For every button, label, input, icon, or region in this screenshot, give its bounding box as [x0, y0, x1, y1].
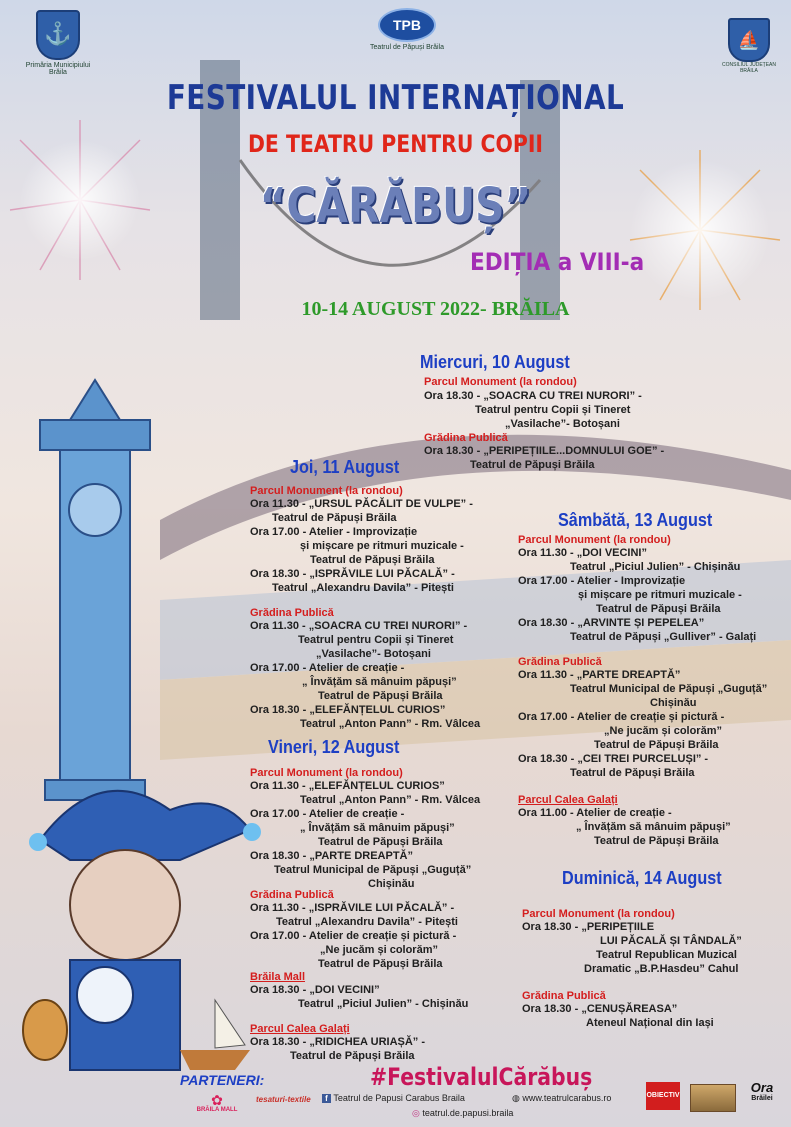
consiliul-logo [714, 18, 784, 74]
schedule-line: Ora 11.30 - „URSUL PĂCĂLIT DE VULPE” - [250, 498, 473, 510]
sponsor-label: BRĂILA MALL [196, 1107, 238, 1113]
schedule-line: Ora 18.30 - „RIDICHEA URIAȘĂ” - [250, 1036, 426, 1048]
venue-label: Grădina Publică [250, 607, 334, 619]
festival-name: “CĂRĂBUȘ” [259, 178, 532, 234]
schedule-line: Teatrul Municipal de Păpuși „Guguță” [274, 864, 472, 876]
sponsor-ora-brailei [744, 1080, 780, 1102]
website-link[interactable] [512, 1093, 611, 1104]
day-title: Miercuri, 10 August [420, 352, 570, 372]
schedule-line: Ora 17.00 - Atelier de creație și pictură - [518, 711, 725, 723]
sponsor-label: OBIECTIV [646, 1092, 680, 1099]
venue-label: Parcul Monument (la rondou) [250, 767, 403, 779]
sponsor-label-sub: Brăilei [751, 1095, 773, 1102]
sponsor-label: Ora [750, 1080, 774, 1095]
jester-character [23, 791, 261, 1070]
schedule-line: „ Învățăm să mânuim păpuși” [576, 821, 731, 833]
schedule-line: Teatrul de Păpuși „Gulliver” - Galați [570, 631, 757, 643]
primaria-logo [18, 10, 98, 76]
schedule-line: „ Învățăm să mânuim păpuși” [302, 676, 457, 688]
schedule-line: Ateneul Național din Iași [586, 1017, 714, 1029]
schedule-line: și mișcare pe ritmuri muzicale - [578, 589, 742, 601]
venue-label: Grădina Publică [518, 656, 602, 668]
day-block-wednesday [420, 352, 586, 373]
day-title-friday: Vineri, 12 August [268, 737, 400, 757]
schedule-line: Teatrul de Păpuși Brăila [290, 1050, 415, 1062]
schedule-line: Chișinău [368, 878, 415, 890]
schedule-line: Ora 11.30 - „SOACRA CU TREI NURORI” - [250, 620, 468, 632]
festival-subtitle: DE TEATRU PENTRU COPII [247, 130, 544, 158]
schedule-line: Ora 18.30 - „CENUȘĂREASA” [522, 1003, 678, 1015]
tpb-logo [352, 8, 462, 51]
schedule-line: Teatrul Republican Muzical [596, 949, 737, 961]
venue-label: Grădina Publică [250, 889, 334, 901]
coat-of-arms-icon: ⚓ [36, 10, 80, 60]
venue-label: Parcul Calea Galați [518, 794, 618, 806]
primaria-caption: Primăria Municipiului Brăila [25, 62, 91, 76]
schedule-line: Teatrul de Păpuși Brăila [318, 690, 443, 702]
festival-hashtag: #FestivalulCărăbuș [370, 1063, 593, 1091]
schedule-line: „ Învățăm să mânuim păpuși” [300, 822, 455, 834]
schedule-line: LUI PĂCALĂ ȘI TÂNDALĂ” [600, 935, 742, 947]
schedule-line: Teatrul pentru Copii și Tineret [298, 634, 454, 646]
schedule-line: „Ne jucăm și colorăm” [604, 725, 722, 737]
globe-icon: ◍ [512, 1093, 520, 1103]
schedule-line: Teatrul de Păpuși Brăila [594, 739, 719, 751]
day-title-thursday: Joi, 11 August [290, 457, 400, 477]
schedule-line: Teatrul de Păpuși Brăila [570, 767, 695, 779]
edition-label: EDIȚIA a VIII-a [470, 248, 645, 276]
schedule-line: Ora 11.30 - „PARTE DREAPTĂ” [518, 669, 681, 681]
schedule-line: Teatrul „Alexandru Davila” - Pitești [272, 582, 454, 594]
ship-crest-icon: ⛵ [728, 18, 770, 62]
clock-tower [40, 380, 150, 800]
schedule-line: Ora 18.30 - „ELEFĂNȚELUL CURIOS” [250, 704, 446, 716]
sponsor-tesaturi: tesaturi-textile [256, 1095, 311, 1104]
schedule-line: Ora 18.30 - „DOI VECINI” [250, 984, 380, 996]
schedule-line: Ora 18.30 - „PARTE DREAPTĂ” [250, 850, 414, 862]
schedule-line: Teatrul de Păpuși Brăila [594, 835, 719, 847]
partners-label: PARTENERI: [180, 1072, 265, 1088]
schedule-line: Ora 11.00 - Atelier de creație - [518, 807, 672, 819]
schedule-line: Ora 17.00 - Atelier - Improvizație [518, 575, 686, 587]
day-title-saturday: Sâmbătă, 13 August [558, 510, 713, 530]
festival-title: FESTIVALUL INTERNAȚIONAL [166, 78, 625, 118]
schedule-line: Chișinău [650, 697, 697, 709]
schedule-line: Teatrul de Păpuși Brăila [318, 836, 443, 848]
schedule-line: Teatrul „Anton Pann” - Rm. Vâlcea [300, 794, 481, 806]
schedule-line: Teatrul de Păpuși Brăila [318, 958, 443, 970]
schedule-line: Teatrul de Păpuși Brăila [596, 603, 721, 615]
schedule-line: Teatrul „Piciul Julien” - Chișinău [570, 561, 741, 573]
venue-label: Brăila Mall [250, 971, 306, 983]
schedule-line: Ora 11.30 - „ELEFĂNȚELUL CURIOS” [250, 780, 445, 792]
schedule-line: Teatrul Municipal de Păpuși „Guguță” [570, 683, 768, 695]
schedule-line: Ora 18.30 - „ARVINTE ȘI PEPELEA” [518, 617, 705, 629]
schedule-line: Teatrul „Anton Pann” - Rm. Vâlcea [300, 718, 481, 730]
schedule-line: Ora 18.30 - „CEI TREI PURCELUȘI” - [518, 753, 709, 765]
schedule-line: Ora 17.00 - Atelier de creație și pictură - [250, 930, 457, 942]
sponsor-obiectiv [646, 1082, 680, 1110]
facebook-icon: f [322, 1094, 331, 1103]
schedule-line: Dramatic „B.P.Hasdeu” Cahul [584, 963, 739, 975]
festival-dates: 10-14 AUGUST 2022- BRĂILA [301, 298, 570, 320]
instagram-text: teatrul.de.papusi.braila [422, 1108, 514, 1118]
schedule-line: Ora 11.30 - „ISPRĂVILE LUI PĂCALĂ” - [250, 902, 455, 914]
schedule-line: „Ne jucăm și colorăm” [320, 944, 438, 956]
schedule-line: Teatrul pentru Copii și Tineret [475, 404, 631, 416]
schedule-line: Teatrul de Păpuși Brăila [470, 459, 595, 471]
consiliul-caption: CONSILIUL JUDEȚEAN BRĂILA [722, 62, 776, 74]
schedule-line: Ora 17.00 - Atelier - Improvizație [250, 526, 418, 538]
schedule-line: Ora 17.00 - Atelier de creație - [250, 808, 405, 820]
instagram-link[interactable] [412, 1108, 513, 1119]
facebook-text: Teatrul de Papusi Carabus Braila [333, 1093, 465, 1103]
venue-label: Parcul Monument (la rondou) [250, 485, 403, 497]
schedule-line: Ora 18.30 - „PERIPEȚIILE...DOMNULUI GOE” - [424, 445, 665, 457]
tpb-caption: Teatrul de Păpuși Brăila [370, 44, 444, 51]
venue-label: Parcul Monument (la rondou) [518, 534, 671, 546]
schedule-line: Teatrul „Alexandru Davila” - Pitești [276, 916, 458, 928]
schedule-line: Teatrul de Păpuși Brăila [310, 554, 435, 566]
venue-label: Parcul Monument (la rondou) [424, 376, 577, 388]
venue-label: Parcul Calea Galați [250, 1023, 350, 1035]
schedule-line: Teatrul „Piciul Julien” - Chișinău [298, 998, 469, 1010]
schedule-line: Ora 11.30 - „DOI VECINI” [518, 547, 647, 559]
instagram-icon: ◎ [412, 1108, 420, 1118]
day-title-sunday: Duminică, 14 August [562, 868, 722, 888]
schedule-line: Ora 18.30 - „ISPRĂVILE LUI PĂCALĂ” - [250, 568, 455, 580]
schedule-line: Ora 17.00 - Atelier de creație - [250, 662, 405, 674]
schedule-line: „Vasilache”- Botoșani [505, 418, 620, 430]
schedule-line: și mișcare pe ritmuri muzicale - [300, 540, 464, 552]
sponsor-building-image [690, 1084, 736, 1112]
venue-label: Grădina Publică [522, 990, 606, 1002]
venue-label: Grădina Publică [424, 432, 508, 444]
schedule-line: „Vasilache”- Botoșani [316, 648, 431, 660]
tpb-logo-mark: TPB [378, 8, 436, 42]
venue-label: Parcul Monument (la rondou) [522, 908, 675, 920]
website-text: www.teatrulcarabus.ro [522, 1093, 612, 1103]
schedule-line: Ora 18.30 - „PERIPEȚIILE [522, 921, 655, 933]
schedule-line: Ora 18.30 - „SOACRA CU TREI NURORI” - [424, 390, 642, 402]
mall-logo-icon: ✿ [211, 1092, 223, 1108]
facebook-link[interactable] [322, 1093, 465, 1103]
sponsor-braila-mall [194, 1093, 240, 1113]
schedule-line: Teatrul de Păpuși Brăila [272, 512, 397, 524]
